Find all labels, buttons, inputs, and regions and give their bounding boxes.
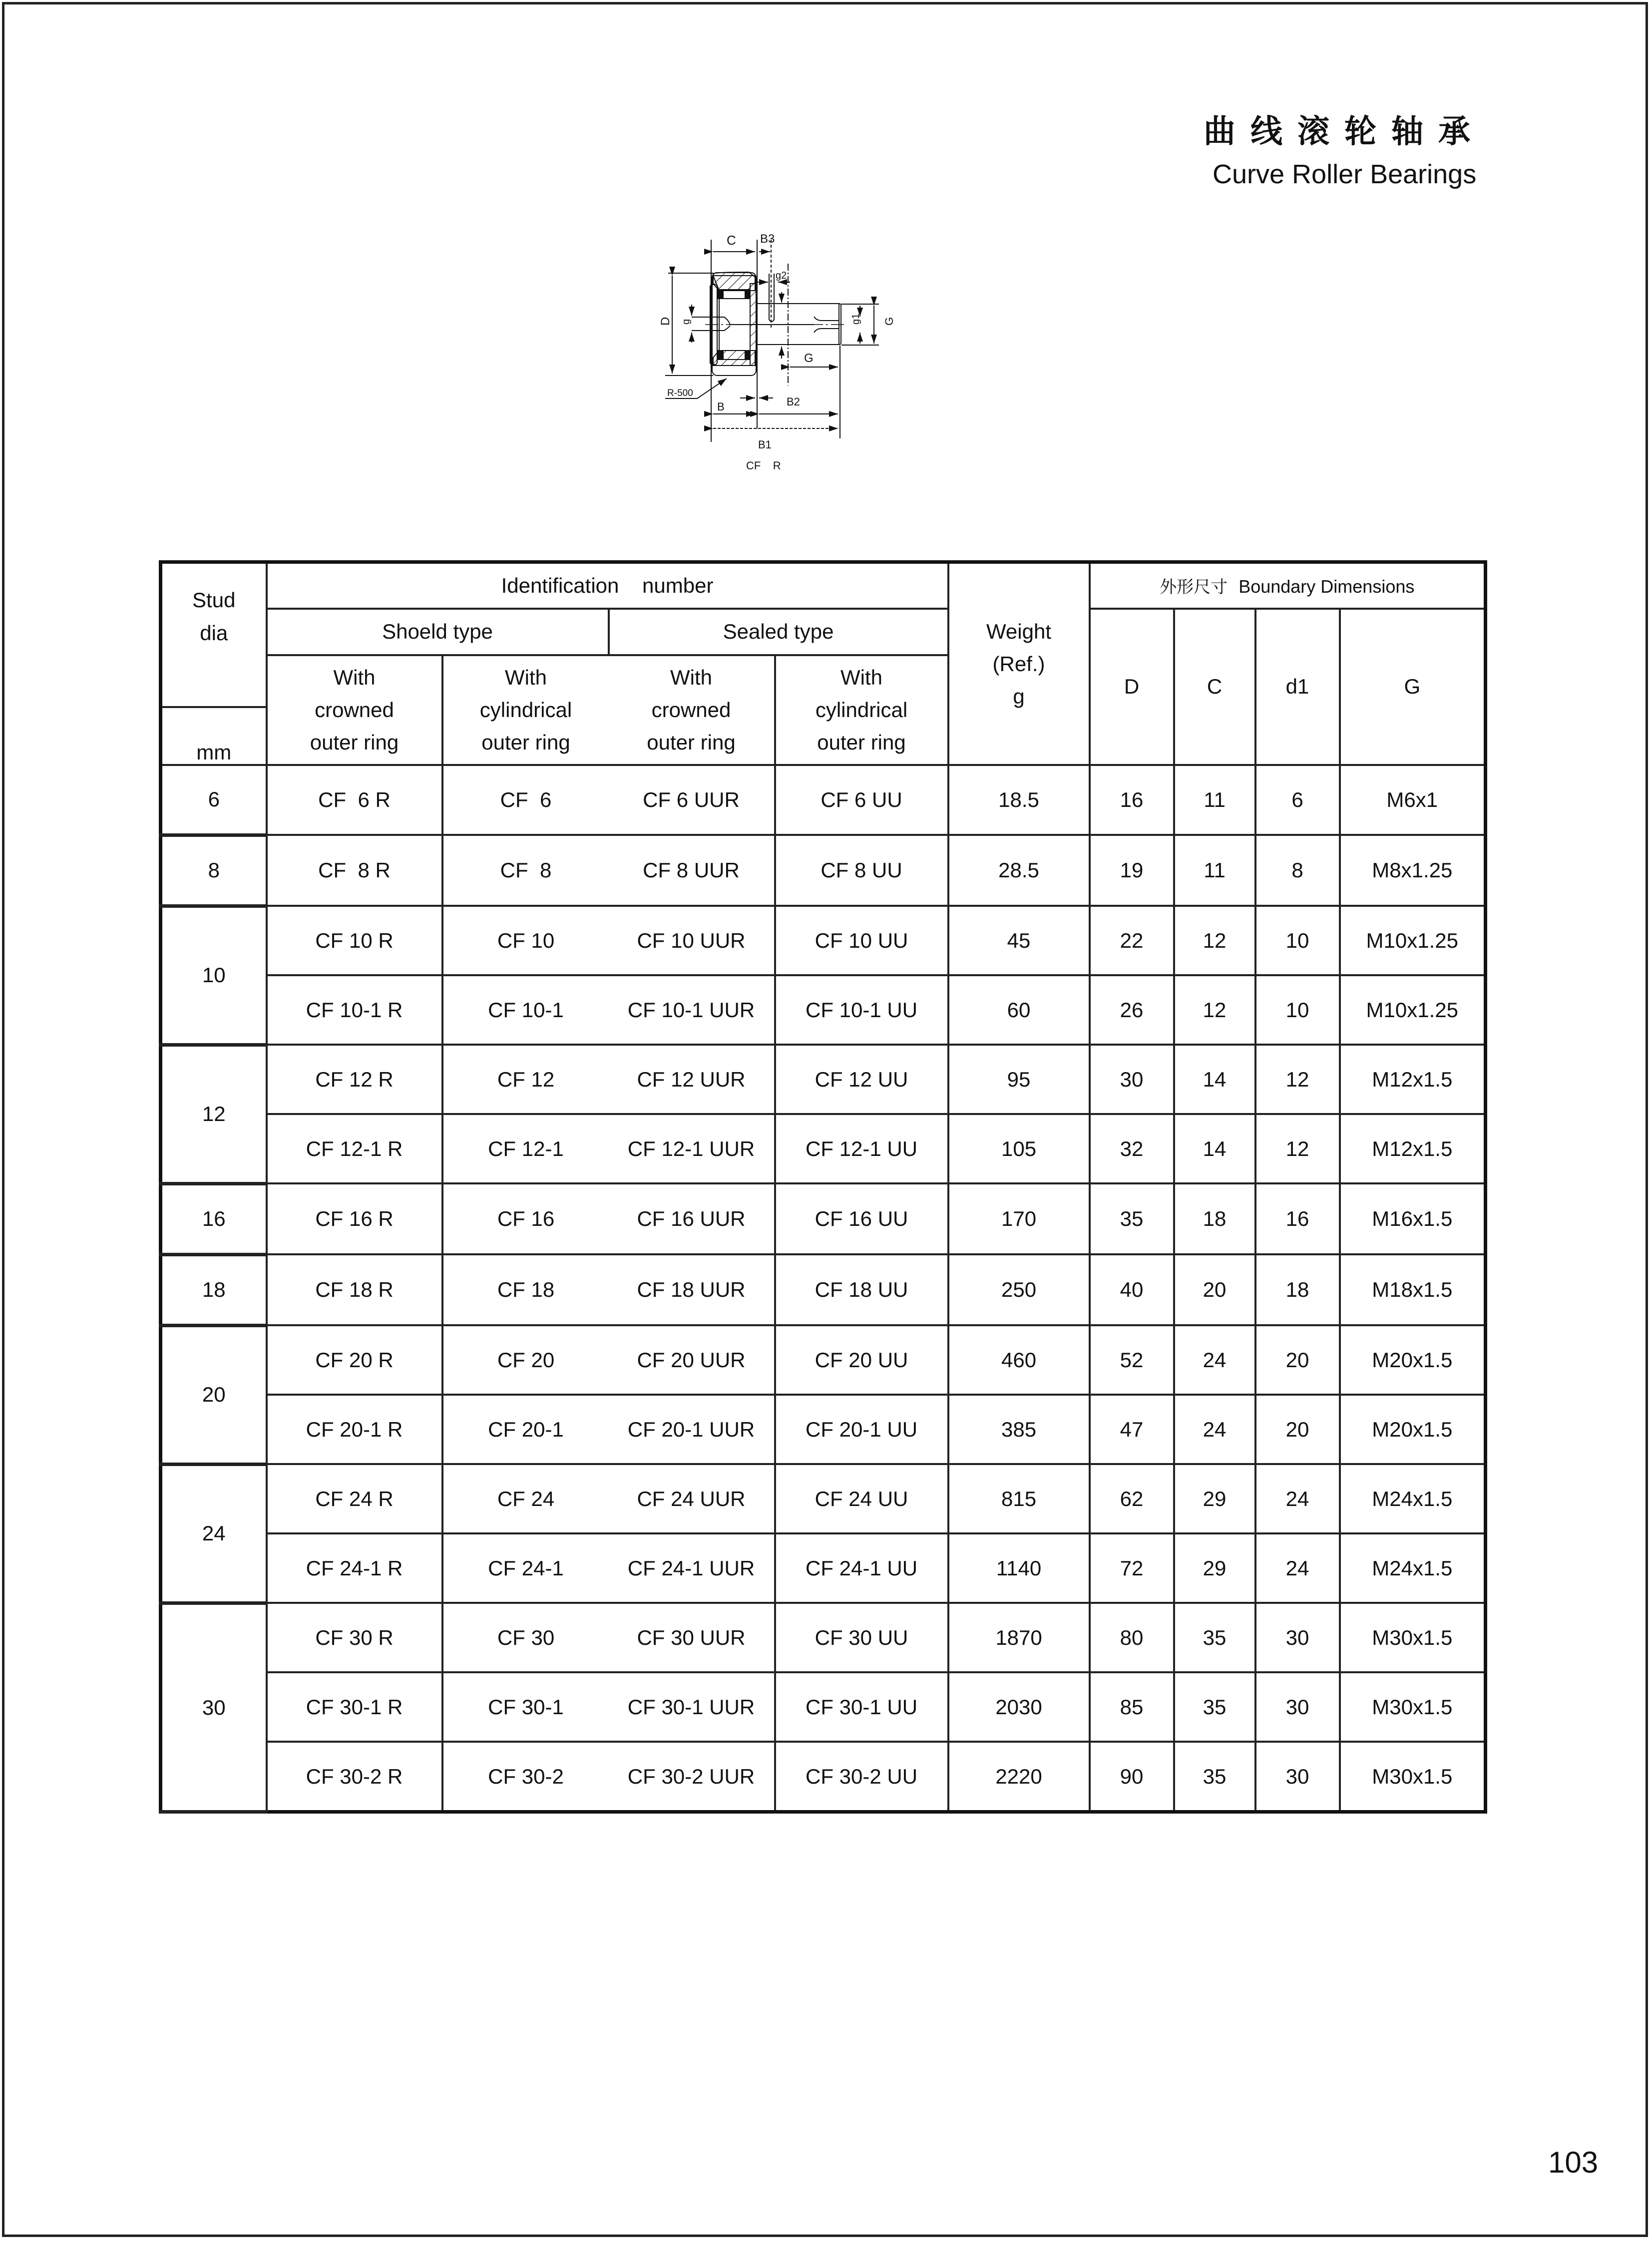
cell-d1: 20 (1255, 1395, 1340, 1464)
cell-shield-cylindrical: CF 30 (442, 1603, 609, 1672)
cell-weight: 2220 (948, 1742, 1090, 1812)
cell-D: 22 (1090, 906, 1174, 975)
header-sealed-cylindrical: With cylindrical outer ring (775, 655, 948, 765)
header-weight: Weight (Ref.) g (948, 562, 1090, 765)
cell-d1: 6 (1255, 765, 1340, 835)
cell-D: 80 (1090, 1603, 1174, 1672)
cell-weight: 60 (948, 975, 1090, 1045)
cell-sealed-crowned: CF 20 UUR (609, 1325, 775, 1395)
cell-sealed-crowned: CF 8 UUR (609, 835, 775, 906)
cell-G: M16x1.5 (1340, 1183, 1486, 1254)
cell-D: 19 (1090, 835, 1174, 906)
cell-d1: 24 (1255, 1464, 1340, 1533)
cell-d1: 30 (1255, 1603, 1340, 1672)
header-shield-crowned: With crowned outer ring (267, 655, 442, 765)
cell-d1: 30 (1255, 1742, 1340, 1812)
cell-D: 85 (1090, 1672, 1174, 1742)
diagram-label-g: g (681, 319, 692, 325)
header-shield-type: Shoeld type (267, 609, 609, 655)
cell-G: M20x1.5 (1340, 1395, 1486, 1464)
cell-shield-cylindrical: CF 18 (442, 1254, 609, 1325)
cell-d1: 24 (1255, 1533, 1340, 1603)
cell-C: 12 (1174, 906, 1255, 975)
cell-shield-crowned: CF 30-1 R (267, 1672, 442, 1742)
cell-shield-cylindrical: CF 10-1 (442, 975, 609, 1045)
header-identification-number: Identification number (267, 562, 948, 609)
cell-shield-cylindrical: CF 16 (442, 1183, 609, 1254)
cell-D: 30 (1090, 1045, 1174, 1114)
cell-sealed-cylindrical: CF 12 UU (775, 1045, 948, 1114)
page-title-chinese: 曲线滚轮轴承 (1204, 113, 1485, 150)
cell-sealed-cylindrical: CF 6 UU (775, 765, 948, 835)
diagram-label-G-vertical: G (883, 317, 895, 326)
cell-G: M30x1.5 (1340, 1603, 1486, 1672)
diagram-linework (665, 240, 879, 442)
table-row (161, 1395, 1486, 1464)
cell-shield-crowned: CF 24-1 R (267, 1533, 442, 1603)
cell-C: 35 (1174, 1672, 1255, 1742)
cell-sealed-cylindrical: CF 30 UU (775, 1603, 948, 1672)
cell-C: 14 (1174, 1114, 1255, 1183)
cell-weight: 1870 (948, 1603, 1090, 1672)
header-stud-divider (162, 706, 266, 708)
diagram-label-B1: B1 (758, 438, 772, 451)
cell-G: M12x1.5 (1340, 1114, 1486, 1183)
cell-d1: 20 (1255, 1325, 1340, 1395)
cell-shield-crowned: CF 10 R (267, 906, 442, 975)
cell-sealed-cylindrical: CF 10-1 UU (775, 975, 948, 1045)
cell-weight: 18.5 (948, 765, 1090, 835)
cell-G: M24x1.5 (1340, 1533, 1486, 1603)
cell-shield-crowned: CF 30 R (267, 1603, 442, 1672)
cell-shield-crowned: CF 8 R (267, 835, 442, 906)
cell-sealed-cylindrical: CF 30-2 UU (775, 1742, 948, 1812)
header-sealed-type: Sealed type (609, 609, 948, 655)
table-row (161, 1464, 1486, 1533)
cell-sealed-cylindrical: CF 12-1 UU (775, 1114, 948, 1183)
cell-shield-crowned: CF 20-1 R (267, 1395, 442, 1464)
cell-D: 62 (1090, 1464, 1174, 1533)
cell-d1: 10 (1255, 906, 1340, 975)
table-row (161, 1672, 1486, 1742)
header-G: G (1340, 609, 1486, 765)
table-row (161, 906, 1486, 975)
cell-stud-dia: 30 (161, 1603, 267, 1812)
cell-sealed-crowned: CF 12-1 UUR (609, 1114, 775, 1183)
diagram-label-R500: R-500 (667, 388, 693, 398)
cell-G: M10x1.25 (1340, 975, 1486, 1045)
cell-C: 29 (1174, 1464, 1255, 1533)
bearing-cross-section-diagram (649, 220, 999, 544)
cell-shield-cylindrical: CF 30-2 (442, 1742, 609, 1812)
cell-stud-dia: 24 (161, 1464, 267, 1603)
cell-sealed-crowned: CF 20-1 UUR (609, 1395, 775, 1464)
cell-C: 14 (1174, 1045, 1255, 1114)
cell-D: 35 (1090, 1183, 1174, 1254)
cell-sealed-cylindrical: CF 24-1 UU (775, 1533, 948, 1603)
cell-G: M6x1 (1340, 765, 1486, 835)
cell-weight: 45 (948, 906, 1090, 975)
cell-sealed-crowned: CF 6 UUR (609, 765, 775, 835)
cell-sealed-crowned: CF 24-1 UUR (609, 1533, 775, 1603)
diagram-label-D: D (659, 317, 672, 326)
cell-weight: 170 (948, 1183, 1090, 1254)
header-d1: d1 (1255, 609, 1340, 765)
diagram-label-B2: B2 (787, 395, 800, 408)
cell-G: M30x1.5 (1340, 1672, 1486, 1742)
cell-shield-cylindrical: CF 20 (442, 1325, 609, 1395)
cell-sealed-cylindrical: CF 20-1 UU (775, 1395, 948, 1464)
cell-d1: 16 (1255, 1183, 1340, 1254)
cell-G: M10x1.25 (1340, 906, 1486, 975)
table-body (161, 765, 1486, 1812)
cell-G: M20x1.5 (1340, 1325, 1486, 1395)
cell-d1: 10 (1255, 975, 1340, 1045)
cell-d1: 18 (1255, 1254, 1340, 1325)
cell-shield-crowned: CF 10-1 R (267, 975, 442, 1045)
table-row (161, 975, 1486, 1045)
cell-weight: 250 (948, 1254, 1090, 1325)
page-title-english: Curve Roller Bearings (1213, 159, 1477, 189)
cell-C: 11 (1174, 765, 1255, 835)
cell-sealed-crowned: CF 30-1 UUR (609, 1672, 775, 1742)
header-stud-label: Stud (192, 588, 236, 612)
cell-shield-crowned: CF 30-2 R (267, 1742, 442, 1812)
cell-weight: 1140 (948, 1533, 1090, 1603)
cell-shield-cylindrical: CF 30-1 (442, 1672, 609, 1742)
cell-weight: 815 (948, 1464, 1090, 1533)
cell-sealed-cylindrical: CF 18 UU (775, 1254, 948, 1325)
cell-sealed-crowned: CF 10-1 UUR (609, 975, 775, 1045)
cell-D: 40 (1090, 1254, 1174, 1325)
table-row (161, 1325, 1486, 1395)
cell-G: M24x1.5 (1340, 1464, 1486, 1533)
table-row (161, 1742, 1486, 1812)
header-stud-dia (161, 562, 267, 765)
cell-D: 52 (1090, 1325, 1174, 1395)
cell-shield-crowned: CF 12-1 R (267, 1114, 442, 1183)
table-row (161, 1254, 1486, 1325)
cell-sealed-cylindrical: CF 20 UU (775, 1325, 948, 1395)
cell-shield-cylindrical: CF 24-1 (442, 1533, 609, 1603)
cell-d1: 12 (1255, 1114, 1340, 1183)
cell-sealed-cylindrical: CF 8 UU (775, 835, 948, 906)
table-row (161, 1183, 1486, 1254)
cell-sealed-crowned: CF 12 UUR (609, 1045, 775, 1114)
cell-C: 12 (1174, 975, 1255, 1045)
cell-stud-dia: 20 (161, 1325, 267, 1464)
diagram-label-C: C (727, 233, 736, 248)
table-row (161, 1114, 1486, 1183)
cell-G: M12x1.5 (1340, 1045, 1486, 1114)
cell-G: M8x1.25 (1340, 835, 1486, 906)
header-boundary-dimensions: 外形尺寸 Boundary Dimensions (1090, 562, 1486, 609)
cell-shield-cylindrical: CF 12 (442, 1045, 609, 1114)
cell-weight: 2030 (948, 1672, 1090, 1742)
cell-weight: 385 (948, 1395, 1090, 1464)
page-number: 103 (1548, 2146, 1599, 2179)
cell-D: 26 (1090, 975, 1174, 1045)
cell-shield-cylindrical: CF 12-1 (442, 1114, 609, 1183)
cell-stud-dia: 10 (161, 906, 267, 1045)
cell-C: 24 (1174, 1395, 1255, 1464)
cell-stud-dia: 16 (161, 1183, 267, 1254)
cell-sealed-crowned: CF 24 UUR (609, 1464, 775, 1533)
cell-C: 11 (1174, 835, 1255, 906)
cell-weight: 95 (948, 1045, 1090, 1114)
cell-shield-cylindrical: CF 10 (442, 906, 609, 975)
header-D: D (1090, 609, 1174, 765)
cell-weight: 28.5 (948, 835, 1090, 906)
cell-shield-cylindrical: CF 6 (442, 765, 609, 835)
cell-d1: 12 (1255, 1045, 1340, 1114)
cell-stud-dia: 8 (161, 835, 267, 906)
cell-sealed-crowned: CF 10 UUR (609, 906, 775, 975)
diagram-label-B3: B3 (760, 232, 775, 246)
cell-d1: 8 (1255, 835, 1340, 906)
cell-sealed-cylindrical: CF 16 UU (775, 1183, 948, 1254)
cell-C: 35 (1174, 1603, 1255, 1672)
table-row (161, 1533, 1486, 1603)
diagram-label-g2: g2 (776, 270, 787, 281)
cell-shield-crowned: CF 20 R (267, 1325, 442, 1395)
cell-D: 90 (1090, 1742, 1174, 1812)
cell-shield-crowned: CF 18 R (267, 1254, 442, 1325)
cell-shield-cylindrical: CF 24 (442, 1464, 609, 1533)
cell-sealed-crowned: CF 30 UUR (609, 1603, 775, 1672)
cell-C: 24 (1174, 1325, 1255, 1395)
cell-weight: 105 (948, 1114, 1090, 1183)
header-unit-mm: mm (196, 741, 232, 764)
cell-shield-cylindrical: CF 20-1 (442, 1395, 609, 1464)
cell-stud-dia: 12 (161, 1045, 267, 1183)
header-C: C (1174, 609, 1255, 765)
diagram-label-B: B (717, 400, 725, 413)
table-row (161, 1045, 1486, 1114)
cell-C: 29 (1174, 1533, 1255, 1603)
cell-sealed-cylindrical: CF 30-1 UU (775, 1672, 948, 1742)
cell-stud-dia: 18 (161, 1254, 267, 1325)
header-shield-cylindrical: With cylindrical outer ring (442, 655, 609, 765)
cell-shield-crowned: CF 24 R (267, 1464, 442, 1533)
cell-G: M30x1.5 (1340, 1742, 1486, 1812)
cell-C: 20 (1174, 1254, 1255, 1325)
diagram-caption: CF R (746, 459, 781, 472)
cell-weight: 460 (948, 1325, 1090, 1395)
cell-d1: 30 (1255, 1672, 1340, 1742)
cell-C: 35 (1174, 1742, 1255, 1812)
cell-sealed-crowned: CF 16 UUR (609, 1183, 775, 1254)
header-dia-label: dia (200, 621, 228, 645)
specification-table (159, 560, 1487, 1814)
cell-sealed-cylindrical: CF 24 UU (775, 1464, 948, 1533)
diagram-label-G-horizontal: G (804, 352, 814, 365)
cell-D: 72 (1090, 1533, 1174, 1603)
cell-shield-crowned: CF 12 R (267, 1045, 442, 1114)
table-row (161, 1603, 1486, 1672)
cell-D: 32 (1090, 1114, 1174, 1183)
diagram-label-g1: g1 (850, 313, 861, 325)
cell-G: M18x1.5 (1340, 1254, 1486, 1325)
cell-sealed-cylindrical: CF 10 UU (775, 906, 948, 975)
cell-C: 18 (1174, 1183, 1255, 1254)
cell-D: 16 (1090, 765, 1174, 835)
cell-D: 47 (1090, 1395, 1174, 1464)
cell-shield-crowned: CF 6 R (267, 765, 442, 835)
table-row (161, 835, 1486, 906)
cell-sealed-crowned: CF 18 UUR (609, 1254, 775, 1325)
cell-shield-cylindrical: CF 8 (442, 835, 609, 906)
table-row (161, 765, 1486, 835)
cell-stud-dia: 6 (161, 765, 267, 835)
cell-shield-crowned: CF 16 R (267, 1183, 442, 1254)
header-sealed-crowned: With crowned outer ring (609, 655, 775, 765)
cell-sealed-crowned: CF 30-2 UUR (609, 1742, 775, 1812)
